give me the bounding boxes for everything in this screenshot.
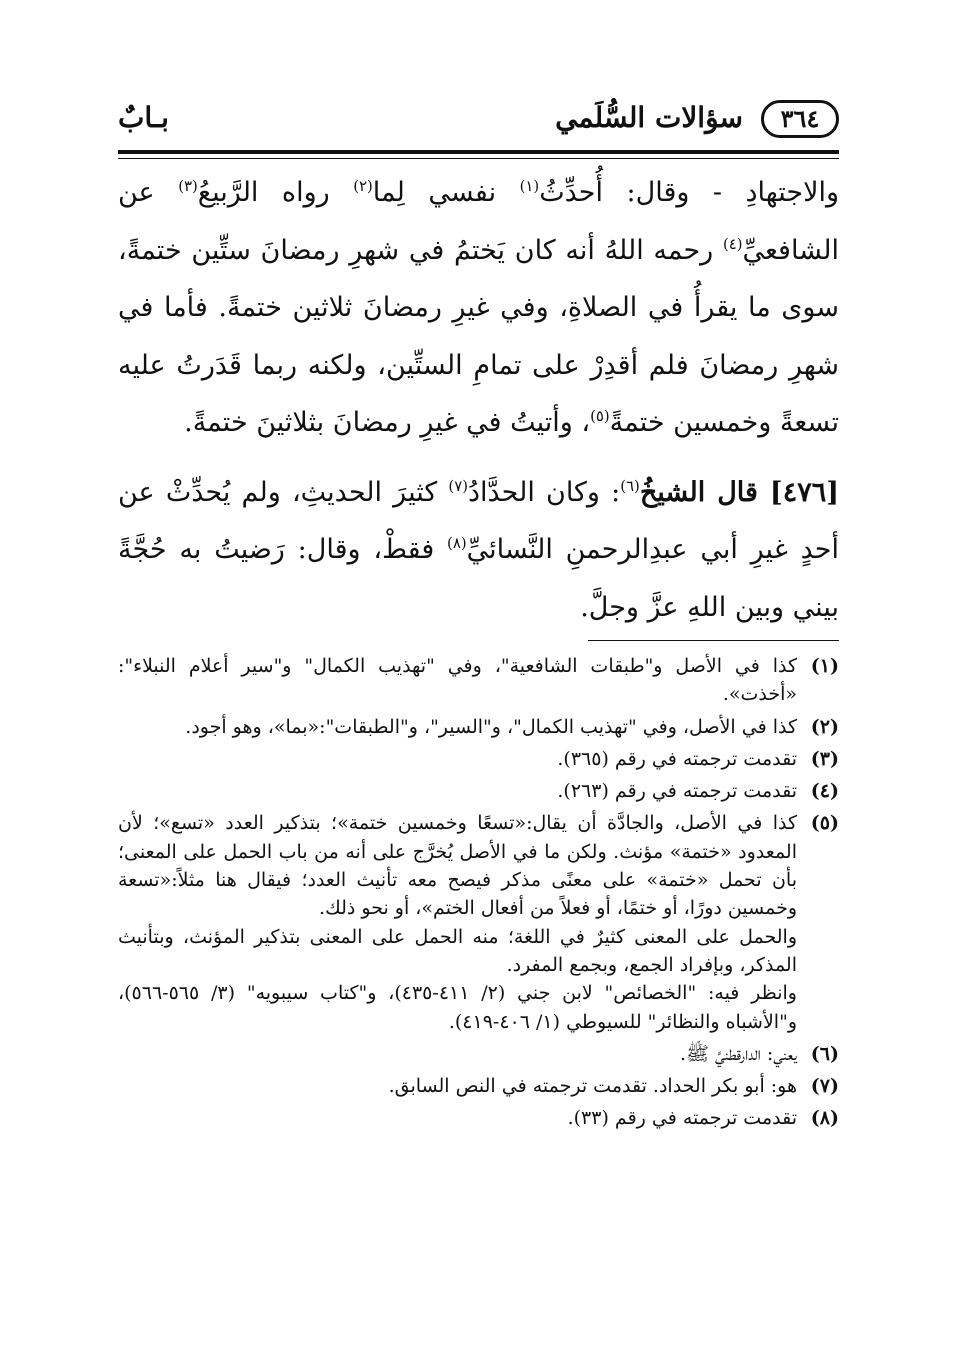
footnote-line: تقدمت ترجمته في رقم (٣٦٥). bbox=[557, 747, 797, 770]
footnote-5 bbox=[118, 809, 839, 1035]
footnote-mark: (٧) bbox=[810, 1075, 839, 1098]
text-segment: رحمه اللهُ أنه كان يَختمُ في شهرِ رمضانَ ستِّين ختمةً، سوى ما يقرأُ في الصلاةِ، وفي غيرِ رمضانَ ثلاثين ختمةً. فأما في شهرِ رمضانَ فلم أقدِرْ على تمامِ الستِّين، ولكنه ربما قَدَرتُ عليه تسعةً وخمسين ختمةً bbox=[118, 234, 839, 438]
footnote-ref-5: (٥) bbox=[590, 407, 610, 425]
footnote-line: كذا في الأصل، وفي "تهذيب الكمال"، و"السير"، و"الطبقات":«بما»، وهو أجود. bbox=[185, 715, 797, 738]
footnote-ref-6: (٦) bbox=[620, 476, 640, 495]
footnote-ref-1: (١) bbox=[519, 177, 540, 195]
footnote-ref-8: (٨) bbox=[447, 534, 467, 552]
entry-heading: [٤٧٦] قال الشيخُ bbox=[639, 476, 839, 508]
footnote-text bbox=[118, 745, 797, 773]
text-segment: نفسي لِما bbox=[372, 177, 520, 208]
footnote-line: يعني: الدارقطنيَّ ﷺ. bbox=[679, 1042, 797, 1065]
footnote-line: تقدمت ترجمته في رقم (٣٣). bbox=[567, 1107, 797, 1130]
footnote-3 bbox=[118, 745, 839, 773]
footnote-mark: (٤) bbox=[810, 780, 839, 803]
footnote-separator bbox=[588, 640, 839, 641]
footnote-6 bbox=[118, 1040, 839, 1068]
text-segment: : وكان الحدَّادُ bbox=[467, 476, 621, 508]
footnote-line: كذا في الأصل، والجادَّة أن يقال:«تسعًا وخمسين ختمة»؛ بتذكير العدد «تسع»؛ لأن المعدود «ختمة» مؤنث. ولكن ما في الأصل يُخرَّج على أنه من باب الحمل على المعنى؛ بأن تحمل «ختمة» على معنًى مذكر فيصح معه تأنيث العدد؛ فيقال هنا مثلاً:«تسعة وخمسين دورًا، أو ختمًا، أو فعلاً من أفعال الختم»، أو نحو ذلك. bbox=[118, 812, 797, 920]
text-segment: رواه الرَّبيعُ bbox=[197, 177, 354, 208]
footnote-mark: (٣) bbox=[810, 747, 839, 770]
text-segment: عن الشافعيِّ bbox=[118, 177, 839, 266]
footnote-text bbox=[118, 809, 797, 1035]
paragraph-2 bbox=[118, 464, 839, 637]
footnote-text bbox=[118, 777, 797, 805]
footnote-line: وانظر فيه: "الخصائص" لابن جني (٢/ ٤١١-٤٣٥)، و"كتاب سيبويه" (٣/ ٥٦٥-٥٦٦)، و"الأشباه والنظائر" للسيوطي (١/ ٤٠٦-٤١٩). bbox=[118, 982, 797, 1033]
footnote-4 bbox=[118, 777, 839, 805]
footnote-ref-7: (٧) bbox=[448, 476, 468, 495]
footnote-8 bbox=[118, 1104, 839, 1132]
footnote-text bbox=[118, 1072, 797, 1100]
text-segment: والاجتهادِ - وقال: أُحدِّثُ bbox=[539, 177, 840, 208]
footnote-mark: (١) bbox=[810, 655, 839, 677]
footnote-1 bbox=[118, 652, 839, 709]
text-segment: كثيرَ الحديثِ، ولم يُحدِّثْ عن أحدٍ غيرِ أبي عبدِالرحمنِ النَّسائيِّ bbox=[118, 476, 839, 565]
text-segment: ، وأتيتُ في غيرِ رمضانَ بثلاثينَ ختمةً. bbox=[184, 407, 591, 438]
footnote-line: تقدمت ترجمته في رقم (٢٦٣). bbox=[557, 780, 797, 803]
paragraph-1 bbox=[118, 164, 839, 452]
footnote-line: كذا في الأصل و"طبقات الشافعية"، وفي "تهذيب الكمال" و"سير أعلام النبلاء": «أخذت». bbox=[118, 655, 797, 706]
footnote-2 bbox=[118, 713, 839, 741]
footnote-mark: (٨) bbox=[810, 1107, 839, 1130]
footnote-text bbox=[118, 652, 797, 709]
footnote-text bbox=[118, 1104, 797, 1132]
footnote-ref-3: (٣) bbox=[178, 177, 198, 195]
footnote-text bbox=[118, 713, 797, 741]
footnote-mark: (٥) bbox=[810, 812, 839, 835]
footnote-mark: (٦) bbox=[810, 1042, 839, 1065]
main-text bbox=[118, 164, 839, 636]
page-number: ٣٦٤ bbox=[761, 100, 839, 138]
footnote-line: والحمل على المعنى كثيرٌ في اللغة؛ منه الحمل على المعنى بتذكير المؤنث، وبتأنيث المذكر، وبإفراد الجمع، وبجمع المفرد. bbox=[118, 925, 797, 976]
page-header bbox=[118, 96, 839, 148]
footnote-ref-4: (٤) bbox=[722, 234, 743, 253]
footnote-line: هو: أبو بكر الحداد. تقدمت ترجمته في النص السابق. bbox=[388, 1075, 797, 1098]
header-rule-thin bbox=[118, 158, 839, 159]
footnote-ref-2: (٢) bbox=[353, 177, 373, 195]
chapter-title: بـابٌ bbox=[118, 101, 169, 134]
text-segment: فقطْ، وقال: رَضيتُ به حُجَّةً بيني وبين اللهِ عزَّ وجلَّ. bbox=[118, 534, 839, 623]
footnote-7 bbox=[118, 1072, 839, 1100]
footnote-text bbox=[118, 1040, 797, 1068]
footnotes bbox=[118, 652, 839, 1137]
book-title: سؤالات السُّلَمي bbox=[555, 101, 743, 134]
footnote-mark: (٢) bbox=[810, 715, 839, 738]
header-rule-thick bbox=[118, 150, 839, 154]
